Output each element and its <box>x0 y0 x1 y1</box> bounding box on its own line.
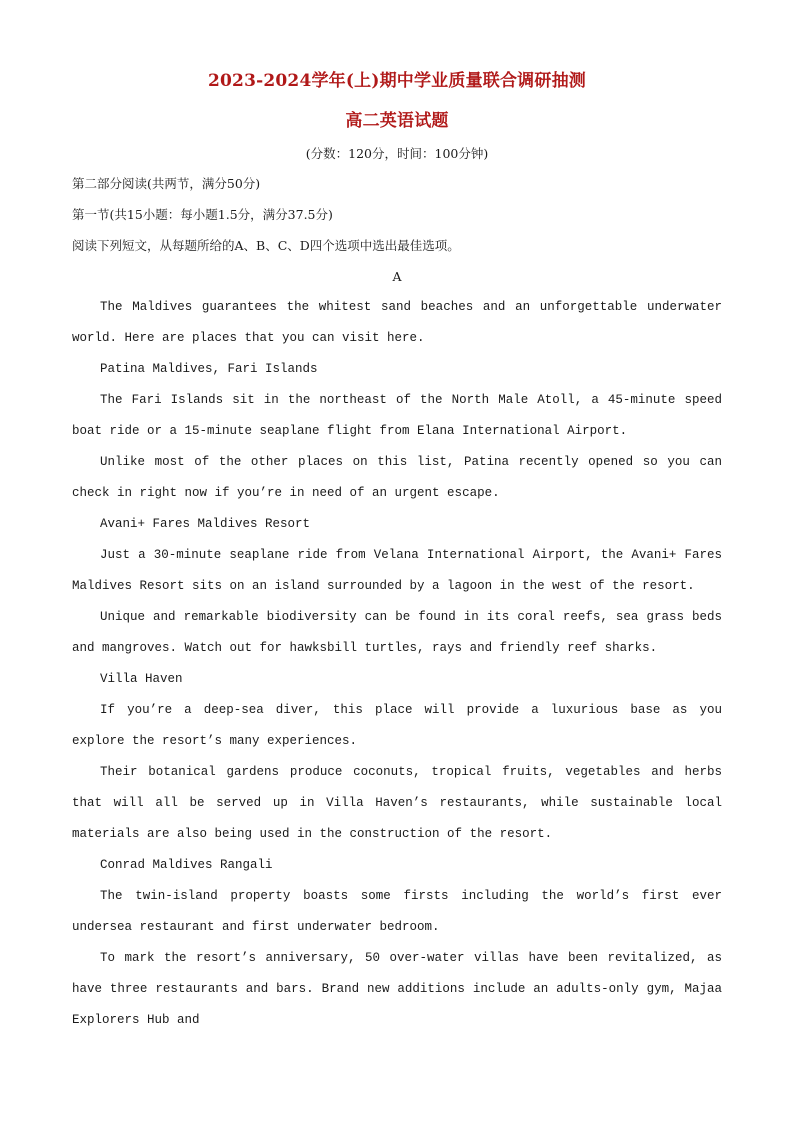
place-heading-avani: Avani+ Fares Maldives Resort <box>100 517 311 531</box>
exam-subtitle: 高二英语试题 <box>345 111 449 131</box>
instructions-block <box>72 168 722 261</box>
passage-paragraph: The Maldives guarantees the whitest sand beaches and an unforgettable underwater world. Here are places that you can visit here. <box>72 300 722 345</box>
place-heading-patina: Patina Maldives, Fari Islands <box>100 362 318 376</box>
passage-paragraph: The twin-island property boasts some firsts including the world’s first ever undersea restaurant and first underwater bedroom. <box>72 889 722 934</box>
directions-text: 阅读下列短文，从每题所给的A、B、C、D四个选项中选出最佳选项。 <box>72 238 460 253</box>
passage-paragraph: Just a 30-minute seaplane ride from Velana International Airport, the Avani+ Fares Maldives Resort sits on an island surrounded by a lagoon in the west of the resort. <box>72 548 722 593</box>
place-heading-conrad: Conrad Maldives Rangali <box>100 858 273 872</box>
exam-main-title: 2023-2024学年(上)期中学业质量联合调研抽测 <box>208 71 586 91</box>
passage-paragraph: The Fari Islands sit in the northeast of the North Male Atoll, a 45-minute speed boat ride or a 15-minute seaplane flight from Elana International Airport. <box>72 393 722 438</box>
passage-body <box>72 292 722 1036</box>
passage-paragraph: If you’re a deep-sea diver, this place will provide a luxurious base as you explore the resort’s many experiences. <box>72 703 722 748</box>
part-heading: 第二部分阅读(共两节，满分50分) <box>72 176 261 191</box>
passage-paragraph: To mark the resort’s anniversary, 50 over-water villas have been revitalized, as have three restaurants and bars. Brand new additions include an adults-only gym, Majaa Explorers Hub and <box>72 951 722 1027</box>
passage-letter: A <box>392 269 402 284</box>
passage-paragraph: Unique and remarkable biodiversity can be found in its coral reefs, sea grass beds and mangroves. Watch out for hawksbill turtles, rays and friendly reef sharks. <box>72 610 722 655</box>
score-time-info: (分数：120分，时间：100分钟) <box>305 146 489 161</box>
section-heading: 第一节(共15小题：每小题1.5分，满分37.5分) <box>72 207 333 222</box>
place-heading-villa-haven: Villa Haven <box>100 672 183 686</box>
passage-paragraph: Unlike most of the other places on this list, Patina recently opened so you can check in right now if you’re in need of an urgent escape. <box>72 455 722 500</box>
passage-paragraph: Their botanical gardens produce coconuts, tropical fruits, vegetables and herbs that will all be served up in Villa Haven’s restaurants, while sustainable local materials are also being used in the construction of the resort. <box>72 765 722 841</box>
